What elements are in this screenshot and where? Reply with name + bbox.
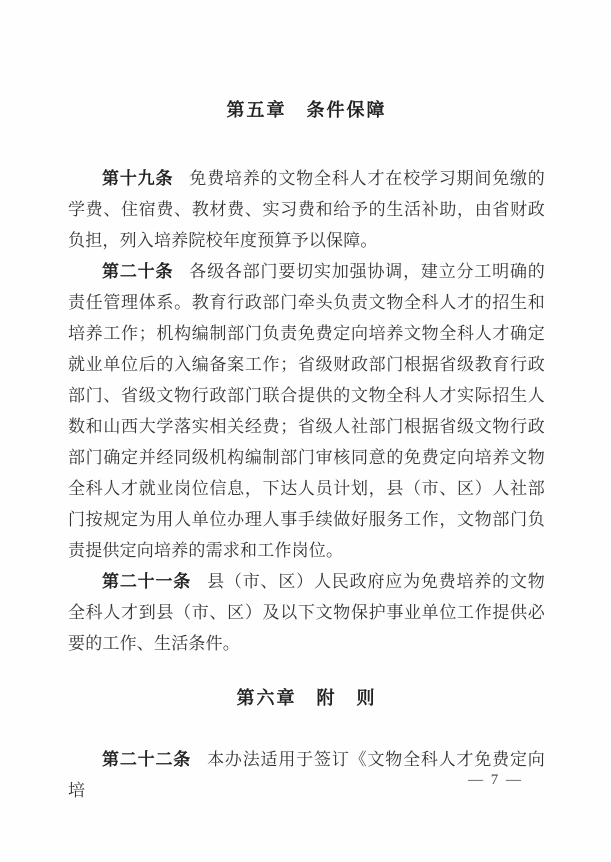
chapter-5-heading: 第五章 条件保障 (226, 100, 387, 120)
article-20-number: 第二十条 (102, 262, 174, 281)
article-19-text: 免费培养的文物全科人才在校学习期间免缴的学费、住宿费、教材费、实习费和给予的生活补助，由省财政负担，列入培养院校年度预算予以保障。 (68, 169, 546, 250)
article-21-number: 第二十一条 (102, 572, 192, 591)
article-19 (68, 163, 545, 256)
article-20 (68, 256, 545, 566)
document-content (0, 97, 611, 806)
article-22-text: 本办法适用于签订《文物全科人才免费定向培 (68, 750, 545, 800)
chapter-6-heading: 第六章 附 则 (236, 688, 377, 708)
article-19-number: 第十九条 (102, 169, 174, 188)
page-number: — 7 — (468, 772, 523, 788)
article-22-number: 第二十二条 (102, 750, 192, 769)
article-20-text: 各级各部门要切实加强协调，建立分工明确的责任管理体系。教育行政部门牵头负责文物全科人才的招生和培养工作；机构编制部门负责免费定向培养文物全科人才确定就业单位后的入编备案工作；省级财政部门根据省级教育行政部门、省级文物行政部门联合提供的文物全科人才实际招生人数和山西大学落实相关经费；省级人社部门根据省级文物行政部门确定并经同级机构编制部门审核同意的免费定向培养文物全科人才就业岗位信息，下达人员计划，县（市、区）人社部门按规定为用人单位办理人事手续做好服务工作，文物部门负责提供定向培养的需求和工作岗位。 (68, 262, 546, 560)
article-21-text: 县（市、区）人民政府应为免费培养的文物全科人才到县（市、区）及以下文物保护事业单位工作提供必要的工作、生活条件。 (68, 572, 545, 653)
article-21 (68, 566, 545, 659)
